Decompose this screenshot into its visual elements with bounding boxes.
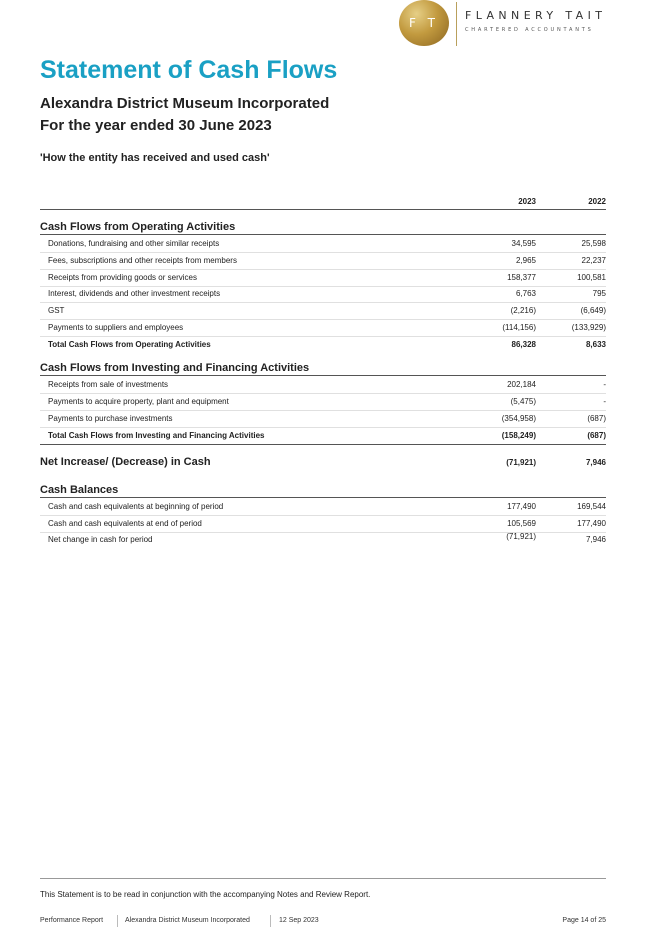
table-row — [40, 270, 606, 287]
row-label: Receipts from sale of investments — [48, 380, 169, 389]
row-label: Cash and cash equivalents at beginning of period — [48, 502, 224, 511]
row-value-2022: 22,237 — [581, 256, 606, 265]
table-row — [40, 320, 606, 337]
logo-firm-name: FLANNERY TAIT — [465, 9, 607, 22]
statement-tagline: 'How the entity has received and used cash' — [40, 152, 270, 164]
row-label: Net change in cash for period — [48, 535, 153, 544]
total-value-2023: (158,249) — [501, 431, 536, 440]
row-value-2023: 34,595 — [511, 239, 536, 248]
section-divider — [40, 497, 606, 498]
net-change-2023: (71,921) — [506, 458, 536, 467]
section-divider — [40, 375, 606, 376]
net-change-label: Net Increase/ (Decrease) in Cash — [40, 456, 211, 468]
firm-logo — [399, 0, 609, 50]
row-value-2023: (5,475) — [510, 397, 536, 406]
row-value-2023: 6,763 — [515, 289, 536, 298]
row-label: Interest, dividends and other investment receipts — [48, 289, 221, 298]
section-title-cash-balances: Cash Balances — [40, 484, 119, 496]
row-label: Fees, subscriptions and other receipts from members — [48, 256, 237, 265]
row-value-2022: 177,490 — [577, 519, 606, 528]
total-label: Total Cash Flows from Operating Activities — [48, 340, 211, 349]
logo-firm-subtitle: CHARTERED ACCOUNTANTS — [465, 27, 594, 33]
row-value-2022: - — [603, 397, 606, 406]
table-row — [40, 253, 606, 270]
footer-separator — [270, 915, 271, 927]
net-change-2022: 7,946 — [585, 458, 606, 467]
row-label: Payments to acquire property, plant and equipment — [48, 397, 229, 406]
total-value-2022: (687) — [587, 431, 606, 440]
row-label: GST — [48, 306, 65, 315]
page-footer — [40, 917, 606, 929]
row-value-2023: (354,958) — [501, 414, 536, 423]
table-row — [40, 411, 606, 428]
column-header-prior-year: 2022 — [588, 197, 606, 206]
row-value-2022: (133,929) — [571, 323, 606, 332]
row-value-2023: 158,377 — [507, 273, 536, 282]
organisation-name: Alexandra District Museum Incorporated — [40, 95, 330, 112]
row-label: Cash and cash equivalents at end of period — [48, 519, 202, 528]
section-divider — [40, 234, 606, 235]
table-row — [40, 377, 606, 394]
footer-page-number: Page 14 of 25 — [562, 917, 606, 924]
row-value-2022: 7,946 — [585, 535, 606, 544]
total-value-2023: 86,328 — [511, 340, 536, 349]
logo-monogram: F T — [399, 0, 449, 46]
page-title: Statement of Cash Flows — [40, 56, 338, 84]
footer-date: 12 Sep 2023 — [279, 917, 319, 924]
total-value-2022: 8,633 — [585, 340, 606, 349]
row-value-2022: 795 — [592, 289, 606, 298]
logo-divider — [456, 2, 457, 46]
row-value-2023: (114,156) — [502, 323, 536, 332]
row-value-2023: 105,569 — [507, 519, 536, 528]
table-row — [40, 531, 606, 547]
footer-note: This Statement is to be read in conjunction with the accompanying Notes and Review Report. — [40, 890, 371, 899]
row-label: Receipts from providing goods or services — [48, 273, 197, 282]
table-row — [40, 394, 606, 411]
total-row-operating — [40, 337, 606, 353]
section-title-operating: Cash Flows from Operating Activities — [40, 221, 236, 233]
reporting-period: For the year ended 30 June 2023 — [40, 117, 272, 134]
net-change-row — [40, 456, 606, 472]
row-label: Payments to suppliers and employees — [48, 323, 184, 332]
row-label: Payments to purchase investments — [48, 414, 173, 423]
table-row — [40, 303, 606, 320]
footer-separator — [117, 915, 118, 927]
row-value-2022: 25,598 — [581, 239, 606, 248]
row-value-2023: (2,216) — [510, 306, 536, 315]
row-label: Donations, fundraising and other similar receipts — [48, 239, 220, 248]
row-value-2023: (71,921) — [506, 532, 536, 541]
header-divider — [40, 209, 606, 210]
section-title-investing: Cash Flows from Investing and Financing Activities — [40, 362, 310, 374]
column-header-current-year: 2023 — [518, 197, 536, 206]
row-value-2023: 2,965 — [515, 256, 536, 265]
row-value-2022: 100,581 — [577, 273, 606, 282]
total-label: Total Cash Flows from Investing and Financing Activities — [48, 431, 265, 440]
footer-report-name: Performance Report — [40, 917, 104, 924]
row-value-2022: (6,649) — [580, 306, 606, 315]
table-row — [40, 499, 606, 516]
footer-divider — [40, 878, 606, 879]
row-value-2022: - — [603, 380, 606, 389]
row-value-2023: 177,490 — [507, 502, 536, 511]
total-row-investing — [40, 428, 606, 445]
table-row — [40, 286, 606, 303]
row-value-2023: 202,184 — [507, 380, 536, 389]
footer-organisation: Alexandra District Museum Incorporated — [125, 917, 250, 924]
row-value-2022: 169,544 — [577, 502, 606, 511]
row-value-2022: (687) — [587, 414, 606, 423]
table-row — [40, 236, 606, 253]
